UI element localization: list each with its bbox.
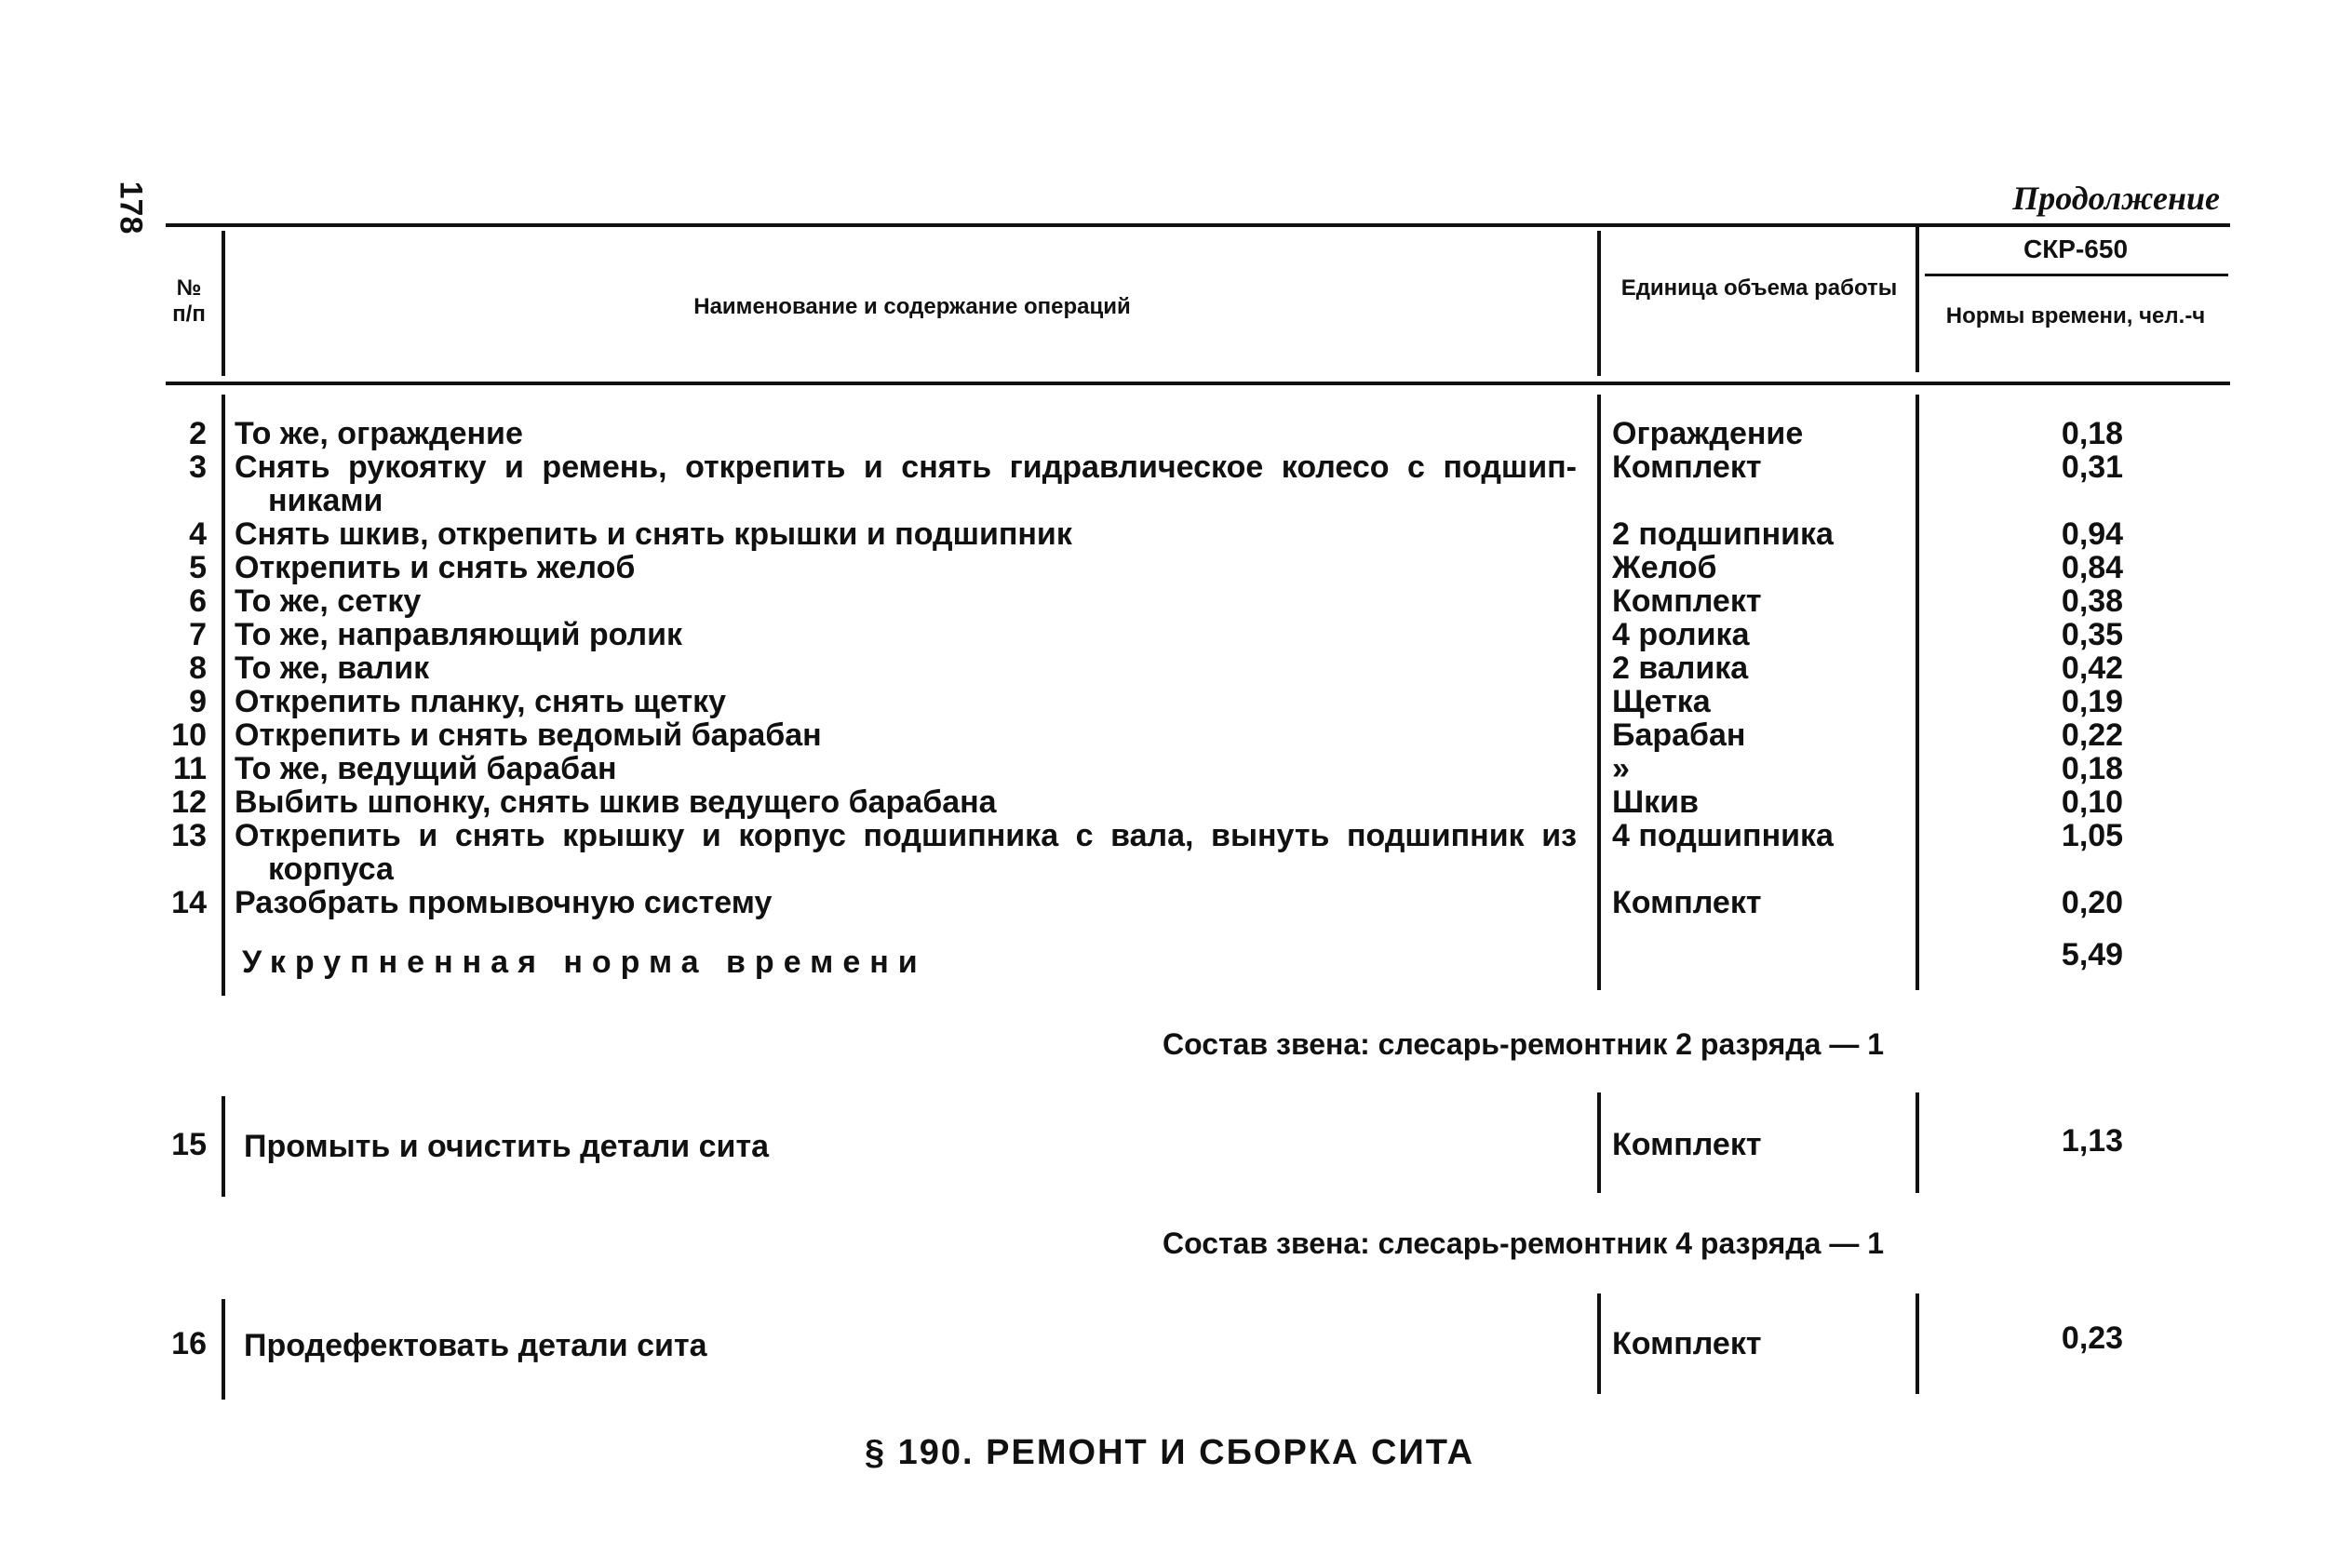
row-unit: Ограждение (1612, 416, 1804, 451)
row-text-line: То же, направляющий ролик (235, 617, 683, 652)
row16-num: 16 (171, 1326, 207, 1361)
row-text-line: То же, ведущий барабан (235, 751, 617, 786)
row15-divider-3 (1916, 1092, 1919, 1193)
row-unit: Комплект (1612, 885, 1762, 920)
row-unit: 4 подшипника (1612, 818, 1834, 853)
row-unit: Комплект (1612, 583, 1762, 619)
row15-unit: Комплект (1612, 1127, 1762, 1162)
table-top-rule (166, 223, 2230, 227)
row16-text: Продефектовать детали сита (244, 1328, 707, 1363)
row-text-line: Снять шкив, открепить и снять крышки и подшипник (235, 516, 1072, 552)
row-value: 0,35 (2061, 617, 2124, 652)
row-unit: 2 валика (1612, 650, 1749, 686)
row-value: 0,31 (2061, 449, 2124, 485)
header-bottom-rule (166, 382, 2230, 385)
row-value: 0,18 (2061, 416, 2124, 451)
row16-divider-1 (222, 1299, 225, 1400)
row-text-line: Снять рукоятку и ремень, открепить и снять гидравлическое колесо с подшип- (235, 449, 1577, 485)
row-text-line: никами (268, 483, 383, 518)
row16-divider-3 (1916, 1293, 1919, 1394)
row-text-line: Открепить и снять ведомый барабан (235, 717, 822, 753)
row-text-line: Выбить шпонку, снять шкив ведущего барабана (235, 784, 997, 820)
row-unit: Шкив (1612, 784, 1699, 820)
continuation-label: Продолжение (2012, 180, 2220, 217)
crew-composition-2: Состав звена: слесарь-ремонтник 4 разряда — 1 (1162, 1226, 1885, 1260)
row-unit: » (1612, 751, 1630, 786)
header-norm: Нормы времени, чел.-ч (1945, 303, 2206, 328)
row-num: 3 (189, 449, 207, 485)
total-label: Укрупненная норма времени (242, 945, 927, 980)
row-value: 0,19 (2061, 684, 2124, 719)
row-text-line: корпуса (268, 851, 394, 887)
row15-value: 1,13 (2061, 1123, 2124, 1159)
row-text-line: Открепить планку, снять щетку (235, 684, 727, 719)
header-model: СКР-650 (2023, 235, 2129, 263)
row-text-line: То же, сетку (235, 583, 422, 619)
row-value: 1,05 (2061, 818, 2124, 853)
row-num: 13 (171, 818, 207, 853)
row15-divider-2 (1597, 1092, 1601, 1193)
body-divider-1 (222, 395, 225, 996)
body-divider-2 (1597, 395, 1601, 990)
header-unit: Единица объема работы (1620, 275, 1898, 301)
row-value: 0,38 (2061, 583, 2124, 619)
header-divider-3 (1916, 227, 1919, 372)
section-title: § 190. РЕМОНТ И СБОРКА СИТА (864, 1433, 1475, 1472)
row-num: 11 (173, 751, 207, 786)
row-text-line: Открепить и снять крышку и корпус подшипника с вала, вынуть подшипник из (235, 818, 1577, 853)
row-num: 8 (189, 650, 207, 686)
row-value: 0,20 (2061, 885, 2124, 920)
row-unit: Желоб (1612, 550, 1717, 585)
row-num: 10 (171, 717, 207, 753)
row15-num: 15 (171, 1127, 207, 1162)
row-value: 0,42 (2061, 650, 2124, 686)
crew-composition-1: Состав звена: слесарь-ремонтник 2 разряда — 1 (1162, 1027, 1885, 1061)
row-unit: Щетка (1612, 684, 1711, 719)
row-unit: Комплект (1612, 449, 1762, 485)
row-num: 14 (171, 885, 207, 920)
body-divider-3 (1916, 395, 1919, 990)
row16-value: 0,23 (2061, 1320, 2124, 1356)
header-divider-1 (222, 231, 225, 376)
row-num: 6 (189, 583, 207, 619)
page-number: 178 (113, 181, 149, 235)
row-value: 0,22 (2061, 717, 2124, 753)
row-value: 0,94 (2061, 516, 2124, 552)
row16-unit: Комплект (1612, 1326, 1762, 1361)
row-num: 9 (189, 684, 207, 719)
row-text-line: Разобрать промывочную систему (235, 885, 773, 920)
header-num: № п/п (172, 275, 206, 327)
row-num: 7 (189, 617, 207, 652)
row-unit: 2 подшипника (1612, 516, 1834, 552)
header-name: Наименование и содержание операций (693, 294, 1131, 319)
row-text-line: То же, валик (235, 650, 430, 686)
row-unit: 4 ролика (1612, 617, 1750, 652)
row-text-line: То же, ограждение (235, 416, 523, 451)
row-num: 12 (171, 784, 207, 820)
row16-divider-2 (1597, 1293, 1601, 1394)
row-value: 0,10 (2061, 784, 2124, 820)
row-value: 0,18 (2061, 751, 2124, 786)
header-divider-2 (1597, 231, 1601, 376)
row-num: 4 (189, 516, 207, 552)
row-num: 5 (189, 550, 207, 585)
row15-text: Промыть и очистить детали сита (244, 1129, 770, 1164)
row-value: 0,84 (2061, 550, 2124, 585)
row-text-line: Открепить и снять желоб (235, 550, 636, 585)
row-num: 2 (189, 416, 207, 451)
model-rule (1925, 274, 2228, 276)
total-value: 5,49 (2061, 937, 2124, 972)
row-unit: Барабан (1612, 717, 1746, 753)
row15-divider-1 (222, 1096, 225, 1197)
